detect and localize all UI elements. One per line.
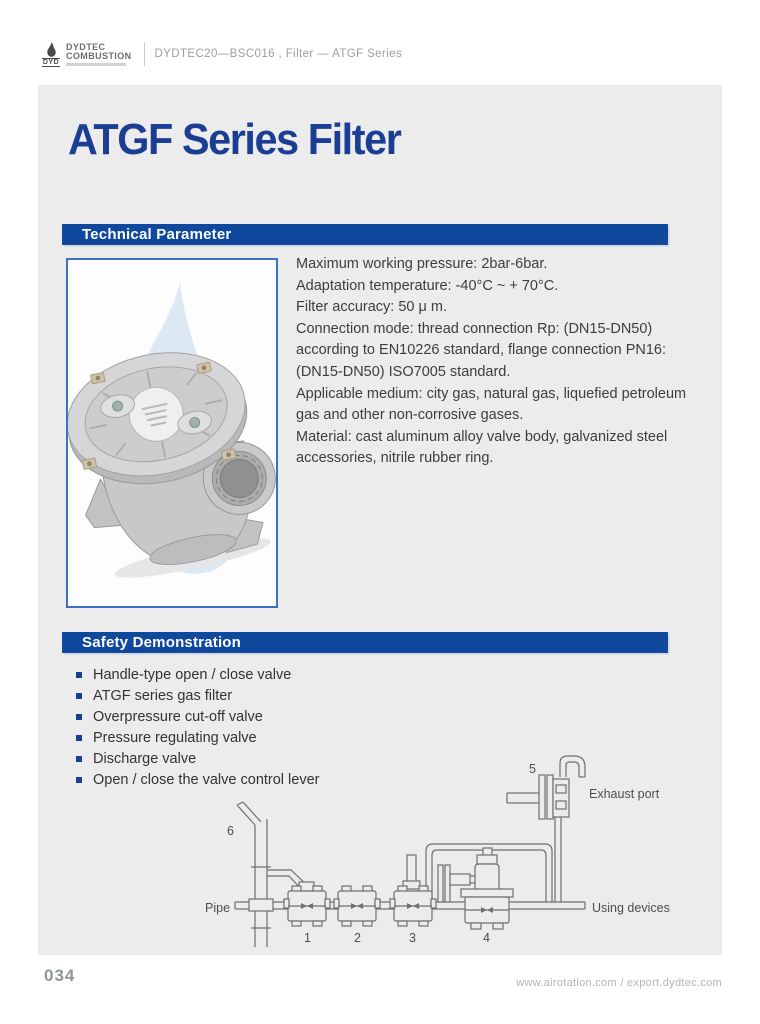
section-heading-technical: Technical Parameter (62, 224, 668, 245)
list-item-label: Discharge valve (93, 750, 197, 767)
tech-line: Maximum working pressure: 2bar-6bar. (296, 256, 548, 272)
bullet-square-icon (76, 693, 82, 699)
diagram-number-4: 4 (483, 931, 490, 945)
bullet-square-icon (76, 756, 82, 762)
brand-name (66, 43, 132, 66)
document-code: DYDTEC20—BSC016 , Filter — ATGF Series (154, 48, 403, 60)
diagram-label-pipe: Pipe (205, 901, 231, 915)
product-illustration (68, 260, 276, 606)
tech-line: Adaptation temperature: -40°C ~ + 70°C. (296, 277, 559, 294)
tech-line: Applicable medium: city gas, natural gas, liquefied petroleum gas and other non-corrosive gases. (296, 385, 687, 424)
bullet-square-icon (76, 714, 82, 720)
bullet-square-icon (76, 735, 82, 741)
page-title: ATGF Series Filter (68, 115, 401, 164)
diagram-number-6: 6 (227, 824, 234, 838)
brand-line1: DYDTEC (66, 41, 106, 52)
list-item-label: Pressure regulating valve (93, 729, 257, 746)
brand-logo (40, 41, 62, 67)
diagram-number-5: 5 (529, 762, 536, 776)
bullet-square-icon (76, 672, 82, 678)
list-item-label: ATGF series gas filter (93, 687, 233, 704)
flame-icon (44, 41, 59, 58)
footer-websites: www.airotation.com / export.dydtec.com (516, 977, 722, 989)
content-card (38, 85, 722, 955)
tech-line: Filter accuracy: 50 μ m. (296, 299, 447, 316)
tech-line: Connection mode: thread connection Rp: (DN15-DN50) according to EN10226 standard, flange connection PN16:(DN15-DN50) ISO7005 standard. (296, 320, 666, 380)
diagram-label-exhaust-port: Exhaust port (589, 787, 660, 801)
diagram-number-2: 2 (354, 931, 361, 945)
list-item (76, 727, 319, 748)
list-item (76, 685, 319, 706)
section-heading-safety: Safety Demonstration (62, 632, 668, 653)
header-divider (144, 42, 145, 66)
bullet-square-icon (76, 777, 82, 783)
brand-tagline (66, 63, 126, 66)
tech-line: Material: cast aluminum alloy valve body, galvanized steel accessories, nitrile rubber ring. (296, 428, 668, 467)
list-item-label: Overpressure cut-off valve (93, 708, 263, 725)
logo-text: DYD (42, 59, 60, 66)
page-number: 034 (44, 966, 76, 985)
diagram-label-using-devices: Using devices (592, 901, 670, 915)
list-item-label: Open / close the valve control lever (93, 771, 320, 788)
technical-parameters (296, 254, 688, 470)
diagram-number-3: 3 (409, 931, 416, 945)
brand-line2: COMBUSTION (66, 50, 132, 61)
installation-diagram (195, 755, 675, 950)
list-item-label: Handle-type open / close valve (93, 666, 292, 683)
list-item (76, 664, 319, 685)
list-item (76, 706, 319, 727)
diagram-number-1: 1 (304, 931, 311, 945)
page-header (40, 38, 402, 70)
product-photo (66, 258, 278, 608)
